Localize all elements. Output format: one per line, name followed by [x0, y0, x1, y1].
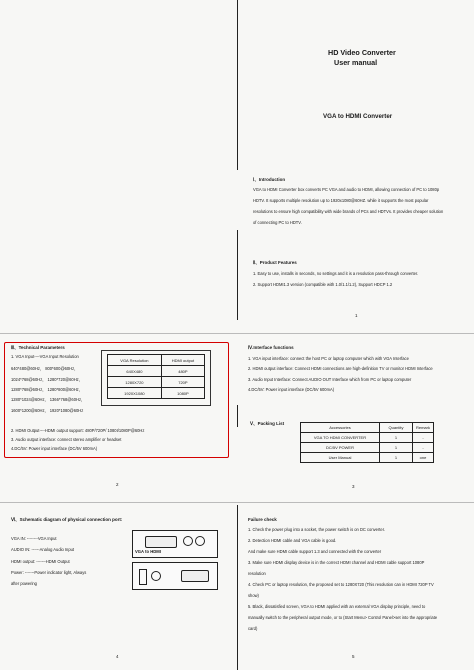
tech-vga-input: 1. VGA Input----VGA Input Resolution: [11, 354, 79, 359]
res-table-cell: 1920X1080: [108, 388, 162, 399]
device-label: VGA to HDMI: [135, 549, 161, 554]
res-table-header-vga: VGA Resolution: [108, 355, 162, 366]
res-table-cell: 1080P: [161, 388, 204, 399]
interface-heading: Ⅳ.Interface functions: [248, 345, 294, 350]
page-divider-mid: [237, 405, 238, 427]
page-divider-top: [237, 0, 238, 170]
packing-cell: -: [413, 443, 434, 453]
packing-cell: 1: [380, 443, 413, 453]
packing-cell: 1: [380, 433, 413, 443]
packing-table: [300, 422, 434, 463]
page-number-3: 3: [352, 484, 355, 489]
tech-res-line-2: 1024*768@60Hz， 1280*720@60Hz，: [11, 377, 83, 382]
res-table-cell: 1280X720: [108, 377, 162, 388]
failure-line-1: 1. Check the power plug into a socket, the power switch is on DC converter.: [248, 527, 385, 532]
failure-line-2: 2. Detection HDMI cable and VGA cable is good.: [248, 538, 337, 543]
page-divider-top-2: [237, 230, 238, 320]
cover-title-1: HD Video Converter: [328, 48, 396, 57]
tech-res-line-5: 1600*1200@60Hz， 1920*1080@60Hz: [11, 408, 84, 413]
audio-port-icon: [183, 536, 193, 546]
features-heading: Ⅱ、Product Features: [253, 260, 297, 265]
tech-heading: Ⅲ、Technical Parameters: [11, 345, 65, 350]
audio-port-icon: [195, 536, 205, 546]
intro-heading: Ⅰ、Introduction: [253, 177, 286, 182]
hdmi-port-icon: [181, 570, 209, 582]
packing-cell: -: [413, 433, 434, 443]
tech-audio: 3. Audio output interface: connect stereo amplifier or headset: [11, 437, 122, 442]
packing-header-remark: Remark: [413, 423, 434, 433]
tech-res-line-3: 1280*768@60Hz， 1280*800@60Hz，: [11, 387, 83, 392]
page-number-4: 4: [116, 654, 119, 659]
cover-title-2: User manual: [334, 58, 378, 67]
packing-header-accessories: Accessories: [301, 423, 380, 433]
page-number-1: 1: [355, 313, 358, 318]
tech-power: 4.DC/5V: Power input interface (DC/5V 600mA): [11, 446, 98, 451]
failure-line-9: manually switch to the peripheral output mode, or to (Start Menu> Control Panel>set into the appropriate: [248, 615, 438, 620]
res-table-cell: 480P: [161, 366, 204, 377]
schematic-line-1: VGA IN: --------VGA Input: [11, 536, 57, 541]
failure-line-7: show): [248, 593, 259, 598]
schematic-line-4: Power: -------Power indicator light, Always: [11, 570, 87, 575]
page-number-2: 2: [116, 482, 119, 487]
schematic-heading: Ⅵ、Schematic diagram of physical connection port:: [11, 517, 123, 522]
failure-line-4: 3. Make sure HDMI display device is in the correct HDMI channel and HDMI cable support 1080P: [248, 560, 425, 565]
res-table-cell: 640X480: [108, 366, 162, 377]
failure-line-5: resolution: [248, 571, 266, 576]
page-number-5: 5: [352, 654, 355, 659]
device-back-panel: [132, 562, 218, 590]
tech-res-line-4: 1280*1024@60Hz， 1366*768@60Hz，: [11, 397, 86, 402]
schematic-line-3: HDMI output: -------HDMI Output: [11, 559, 70, 564]
schematic-line-2: AUDIO IN: ------Analog Audio Input: [11, 547, 75, 552]
res-table-cell: 720P: [161, 377, 204, 388]
interface-line-2: 2. HDMI output interface: Connect HDMI connections are high-definition TV or monitor HDMI Interface: [248, 366, 433, 371]
features-line-2: 2. Support HDMI1.3 version (compatible with 1.0/1.1/1.2), Support HDCP 1.2: [253, 282, 393, 287]
row-divider-1: [0, 333, 474, 334]
interface-line-1: 1. VGA input interface: connect the host PC or laptop computer which with VGA Interface: [248, 356, 409, 361]
packing-header-quantity: Quantity: [380, 423, 413, 433]
res-table-header-hdmi: HDMI output: [161, 355, 204, 366]
dc-power-port-icon: [151, 571, 161, 581]
vga-port-icon: [145, 536, 177, 548]
packing-cell: VGA TO HDMI CONVERTER: [301, 433, 380, 443]
packing-cell: one: [413, 453, 434, 463]
failure-line-6: 4. Check PC or laptop resolution, the proposed set to 1280X720 (This resolution can in HDMI 720P TV: [248, 582, 434, 587]
resolution-table-frame: [101, 350, 211, 406]
power-indicator-icon: [139, 569, 147, 585]
tech-hdmi-output: 2. HDMI Output----HDMI output support: 480P/720P/ 1080I/1080P@60Hz: [11, 428, 145, 433]
schematic-line-5: after powering: [11, 581, 37, 586]
packing-heading: Ⅴ、Packing List: [250, 421, 285, 426]
cover-subtitle: VGA to HDMI Converter: [323, 113, 393, 120]
failure-line-3: And make sure HDMI cable support 1.3 and connected with the converter: [248, 549, 382, 554]
packing-cell: User Manual: [301, 453, 380, 463]
row-divider-2: [0, 502, 474, 503]
tech-res-line-1: 640*480@60Hz， 800*600@60Hz，: [11, 366, 79, 371]
packing-cell: 1: [380, 453, 413, 463]
intro-line-3: resolutions to ensure high compatibility with wide brands of PCs and HDTVs. It provides cheaper solution: [253, 209, 444, 214]
interface-line-3: 3. Audio Input Interface: Connect AUDIO OUT Interface which from PC or laptop computer: [248, 377, 412, 382]
intro-line-2: HDTV. It supports multiple resolution up to 1920x1080@60HZ. while it supports the most popular: [253, 198, 429, 203]
failure-line-8: 5. Black, dissatisfied screen, VGA to HDMI applied with an external VGA display principle, need to: [248, 604, 426, 609]
interface-line-4: 4.DC/5V: Power input interface (DC/5V 600mA): [248, 387, 335, 392]
intro-line-1: VGA to HDMI Converter box converts PC VGA and audio to HDMI, allowing connection of PC to 1080p: [253, 187, 440, 192]
intro-line-4: of connecting PC to HDTV.: [253, 220, 302, 225]
page-divider-bottom: [237, 505, 238, 670]
failure-heading: Failure check: [248, 517, 277, 522]
features-line-1: 1. Easy to use, installs in seconds, no settings and it is a resolution pass-through converter.: [253, 271, 419, 276]
packing-cell: DC/5V POWER: [301, 443, 380, 453]
device-front-panel: [132, 530, 218, 558]
failure-line-10: card): [248, 626, 258, 631]
